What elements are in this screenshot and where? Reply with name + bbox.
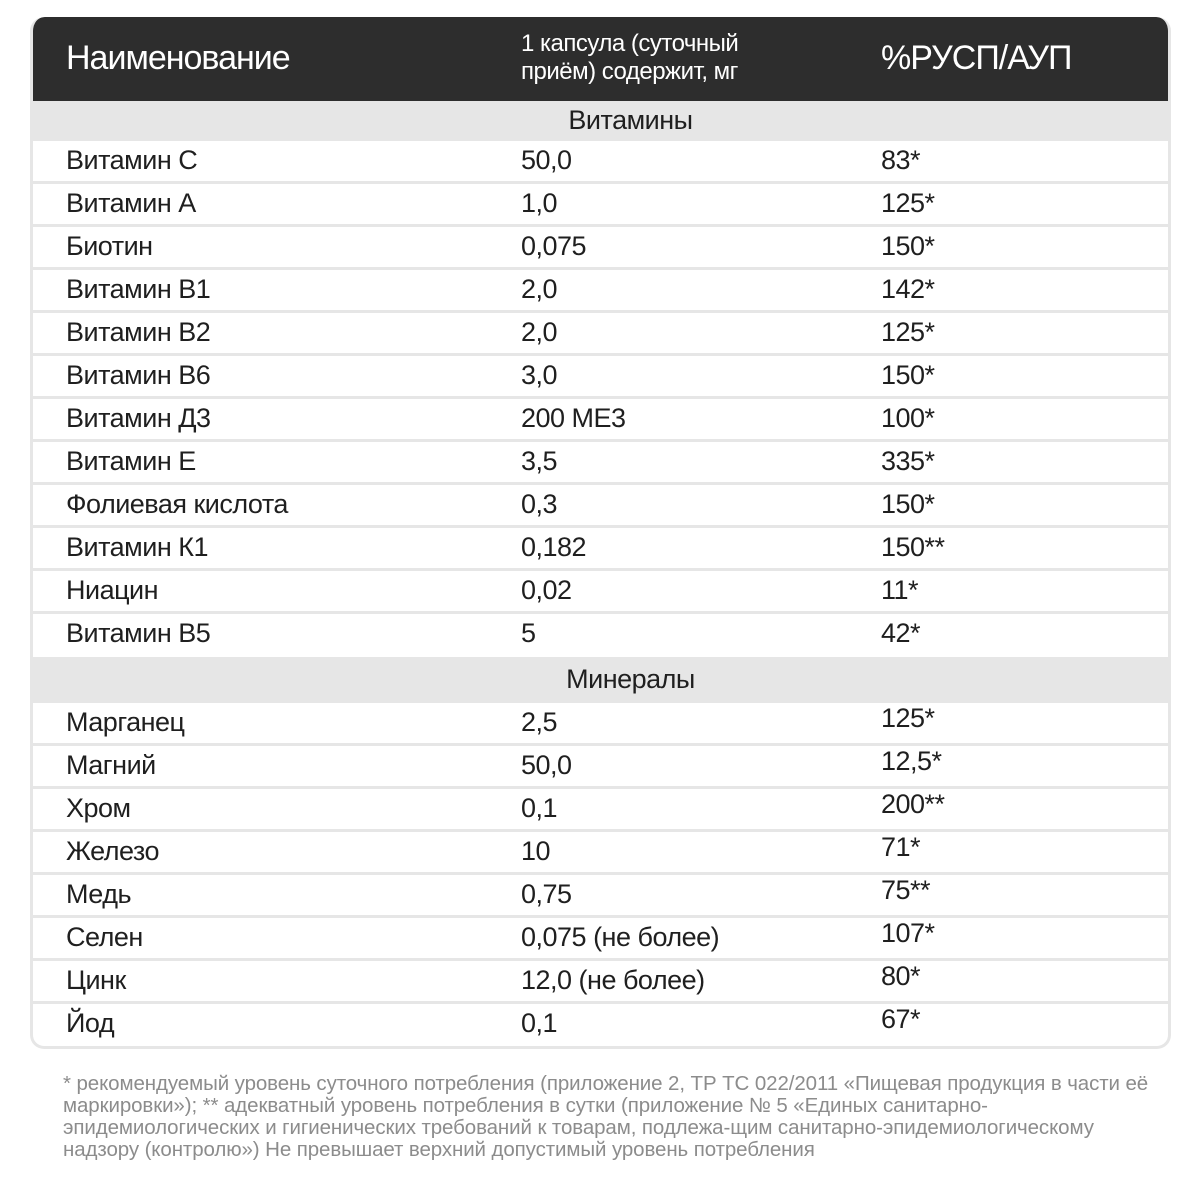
nutrient-amount: 50,0 [521, 750, 572, 780]
table-row [33, 485, 1168, 528]
nutrient-percent: 75** [881, 875, 931, 905]
table-row [33, 442, 1168, 485]
nutrient-name: Витамин А [66, 188, 196, 218]
table-row [33, 184, 1168, 227]
nutrient-amount: 0,75 [521, 879, 572, 909]
table-header [33, 17, 1168, 101]
table-row [33, 571, 1168, 614]
nutrient-percent: 125* [881, 188, 935, 218]
nutrient-name: Селен [66, 922, 143, 952]
nutrient-amount: 2,0 [521, 317, 558, 347]
table-row [33, 918, 1168, 961]
section-vitamins: Витамины [33, 101, 1168, 141]
nutrient-percent: 142* [881, 274, 935, 304]
header-amount: 1 капсула (суточный приём) содержит, мг [521, 30, 739, 85]
nutrient-percent: 67* [881, 1004, 921, 1034]
nutrient-name: Марганец [66, 707, 185, 737]
nutrient-amount: 0,182 [521, 532, 587, 562]
nutrient-amount: 5 [521, 618, 536, 648]
footnote: * рекомендуемый уровень суточного потребления (приложение 2, ТР ТС 022/2011 «Пищевая продукция в части её маркировки»); ** адекватный уровень потребления в сутки (приложение № 5 «Единых санитарно-эпидемиологических и гигиенических требований к товарам, подлежа-щим санитарно-эпидемиологическому надзору (контролю») Не превышает верхний допустимый уровень потребления [63, 1072, 1149, 1161]
nutrient-percent: 200** [881, 789, 945, 819]
table-row [33, 313, 1168, 356]
nutrient-percent: 150* [881, 360, 935, 390]
nutrient-percent: 83* [881, 145, 921, 175]
table-row [33, 141, 1168, 184]
nutrient-amount: 2,5 [521, 707, 558, 737]
nutrient-amount: 2,0 [521, 274, 558, 304]
table-row [33, 528, 1168, 571]
nutrient-name: Витамин В6 [66, 360, 211, 390]
nutrient-amount: 50,0 [521, 145, 572, 175]
nutrient-name: Магний [66, 750, 156, 780]
nutrient-percent: 42* [881, 618, 921, 648]
nutrient-amount: 10 [521, 836, 551, 866]
nutrient-percent: 107* [881, 918, 935, 948]
header-name: Наименование [66, 39, 290, 77]
table-row [33, 227, 1168, 270]
nutrition-table [30, 17, 1171, 1049]
nutrient-amount: 0,02 [521, 575, 572, 605]
nutrient-percent: 150** [881, 532, 945, 562]
nutrient-amount: 12,0 (не более) [521, 965, 705, 995]
table-row [33, 789, 1168, 832]
nutrient-percent: 12,5* [881, 746, 942, 776]
table-row [33, 614, 1168, 657]
nutrient-percent: 150* [881, 489, 935, 519]
table-row [33, 703, 1168, 746]
nutrient-name: Витамин В1 [66, 274, 211, 304]
nutrient-name: Йод [66, 1008, 115, 1038]
table-row [33, 746, 1168, 789]
nutrient-amount: 1,0 [521, 188, 558, 218]
nutrient-amount: 200 МЕ3 [521, 403, 626, 433]
nutrient-name: Витамин В2 [66, 317, 211, 347]
table-row [33, 961, 1168, 1004]
header-percent: %РУСП/АУП [881, 39, 1072, 77]
nutrient-percent: 80* [881, 961, 921, 991]
nutrient-name: Медь [66, 879, 132, 909]
nutrient-amount: 0,3 [521, 489, 558, 519]
nutrient-name: Витамин В5 [66, 618, 211, 648]
nutrient-name: Витамин К1 [66, 532, 208, 562]
table-row [33, 875, 1168, 918]
nutrient-percent: 335* [881, 446, 935, 476]
nutrient-name: Хром [66, 793, 131, 823]
nutrient-name: Фолиевая кислота [66, 489, 288, 519]
nutrient-amount: 3,5 [521, 446, 558, 476]
table-row [33, 832, 1168, 875]
nutrient-percent: 11* [881, 575, 919, 605]
nutrient-percent: 125* [881, 703, 935, 733]
nutrient-amount: 0,075 [521, 231, 587, 261]
nutrient-percent: 125* [881, 317, 935, 347]
table-row [33, 399, 1168, 442]
table-row [33, 1004, 1168, 1046]
nutrient-name: Витамин Е [66, 446, 196, 476]
nutrient-amount: 0,1 [521, 1008, 558, 1038]
nutrient-name: Ниацин [66, 575, 159, 605]
nutrient-percent: 71* [881, 832, 921, 862]
nutrient-name: Железо [66, 836, 159, 866]
nutrient-name: Биотин [66, 231, 153, 261]
nutrient-name: Витамин С [66, 145, 198, 175]
nutrient-amount: 0,1 [521, 793, 558, 823]
table-row [33, 356, 1168, 399]
nutrient-percent: 150* [881, 231, 935, 261]
nutrient-name: Цинк [66, 965, 126, 995]
section-minerals: Минералы [33, 657, 1168, 703]
nutrient-amount: 0,075 (не более) [521, 922, 720, 952]
nutrient-percent: 100* [881, 403, 935, 433]
nutrient-amount: 3,0 [521, 360, 558, 390]
table-row [33, 270, 1168, 313]
nutrient-name: Витамин Д3 [66, 403, 211, 433]
